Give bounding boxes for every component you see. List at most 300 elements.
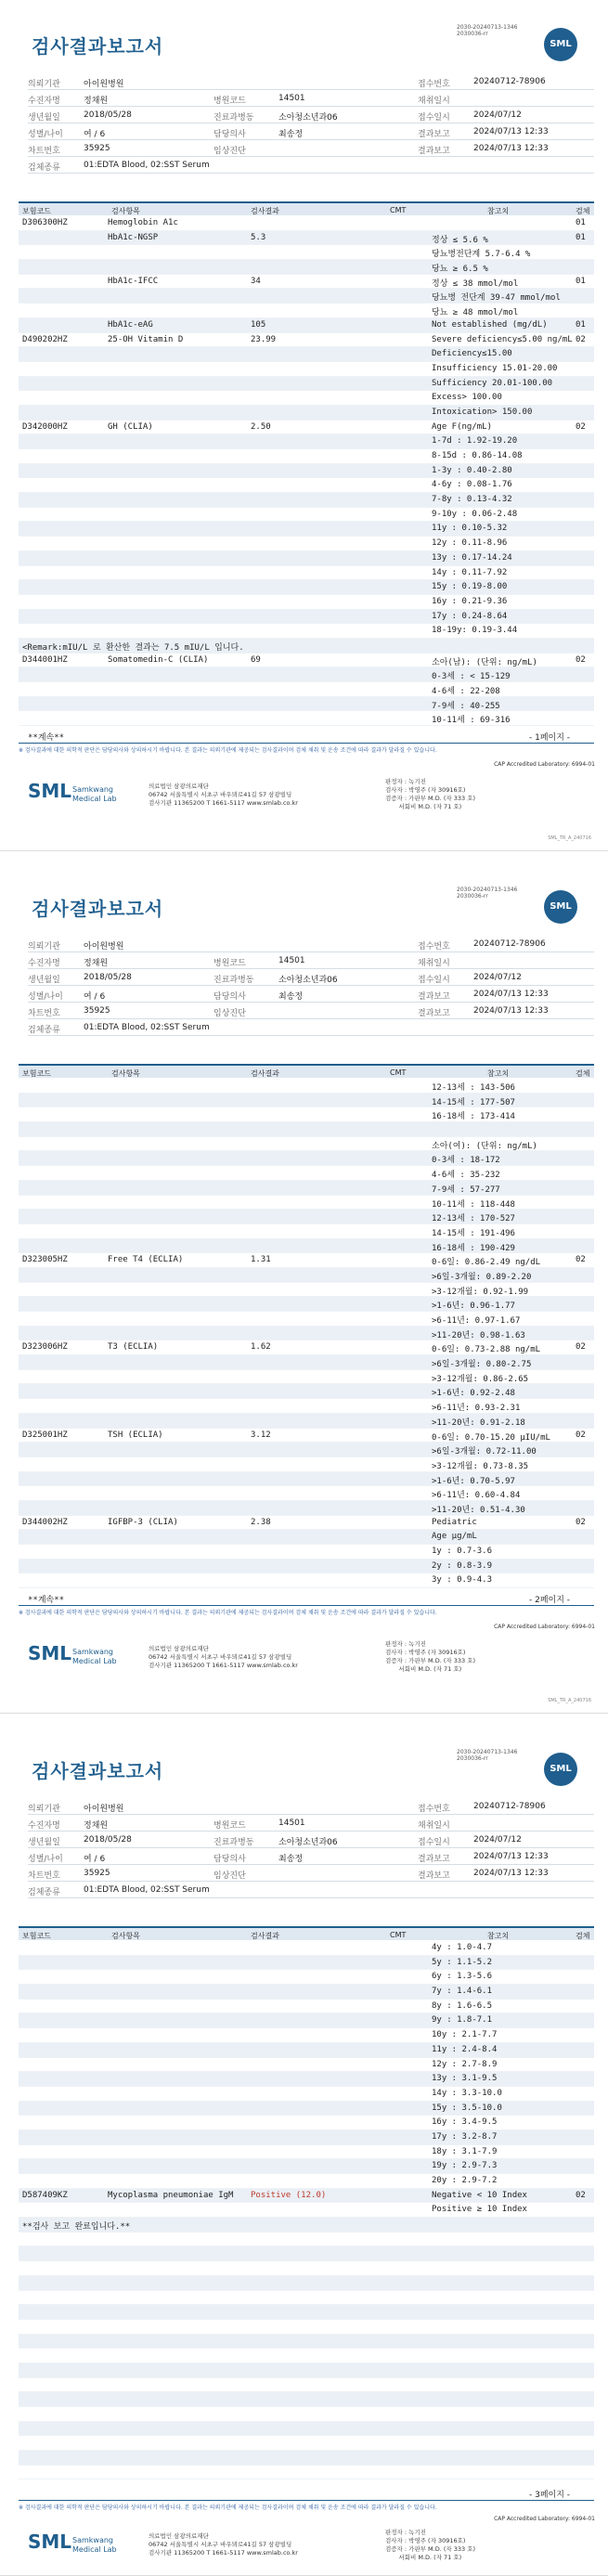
cell-ref: 10-11세 : 118-448 — [432, 1199, 515, 1210]
cell-ref: 14y : 3.3-10.0 — [432, 2088, 502, 2098]
chart-number: 35925 — [84, 144, 110, 153]
label-result: 결과보고 — [418, 1855, 450, 1864]
table-row — [19, 1166, 594, 1181]
label-birth: 생년월일 — [28, 113, 60, 123]
cell-result: 3.12 — [251, 1430, 271, 1440]
cell-ref: 정상 ≤ 5.6 % — [432, 235, 488, 245]
col-ref: 참고치 — [487, 1069, 510, 1078]
patient-info — [28, 73, 594, 174]
brand-line-2: Medical Lab — [72, 2545, 117, 2554]
label-birth: 생년월일 — [28, 1838, 60, 1847]
table-row — [19, 595, 594, 610]
label-hospcode: 병원코드 — [213, 97, 246, 106]
cell-ref: 14-15세 : 177-507 — [432, 1097, 515, 1107]
table-row — [19, 1370, 594, 1385]
label-birth: 생년월일 — [28, 976, 60, 985]
cell-ref: 12y : 2.7-8.9 — [432, 2059, 498, 2069]
table-row — [19, 2363, 594, 2378]
cell-ref: 17y : 3.2-8.7 — [432, 2131, 498, 2142]
cell-ref: >11-20년: 0.91-2.18 — [432, 1417, 525, 1428]
table-row — [19, 1530, 594, 1545]
col-item: 검사항목 — [111, 207, 140, 215]
table-row — [19, 580, 594, 595]
cell-code: D344001HZ — [22, 654, 68, 665]
cell-ref: >6일-3개월: 0.80-2.75 — [432, 1360, 532, 1370]
table-row — [19, 1210, 594, 1224]
table-row — [19, 2261, 594, 2276]
label-patient: 수진자명 — [28, 959, 60, 968]
cell-ref: 9y : 1.8-7.1 — [432, 2015, 493, 2026]
cell-result: 5.3 — [251, 232, 266, 242]
footer-sml: SML — [28, 1642, 72, 1664]
cell-ref: 13y : 0.17-14.24 — [432, 552, 512, 563]
result-date: 2024/07/13 12:33 — [473, 127, 549, 136]
cell-ref: 18-19y: 0.19-3.44 — [432, 626, 518, 636]
table-row — [19, 1956, 594, 1971]
cell-ref: Negative < 10 Index — [432, 2190, 527, 2200]
table-row — [19, 1253, 594, 1268]
table-row — [19, 216, 594, 231]
brand-line-1: Samkwang — [72, 1648, 113, 1656]
table-row — [19, 1560, 594, 1574]
table-row — [19, 2378, 594, 2393]
label-clinical: 임상진단 — [213, 1009, 246, 1018]
cell-code: D323005HZ — [22, 1255, 68, 1265]
form-code: SML_TR_A_240716 — [548, 1698, 591, 1703]
cell-item: Somatomedin-C (CLIA) — [108, 654, 209, 665]
cell-ref: 1y : 0.7-3.6 — [432, 1547, 493, 1556]
cell-code: D323006HZ — [22, 1342, 68, 1353]
label-hospital: 의뢰기관 — [28, 80, 60, 89]
table-row — [19, 2392, 594, 2407]
continue-mark: **계속** — [28, 1596, 65, 1605]
table-row — [19, 537, 594, 551]
cell-ref: 12-13세 : 170-527 — [432, 1214, 515, 1224]
table-row — [19, 2174, 594, 2189]
footer-signatures: 판정자 : 녹기진 검사자 : 박영주 (자 30916호) 검증자 : 가판부 M.D. (자 333 호) 서회비 M.D. (자 71 호) — [385, 1640, 476, 1673]
cell-ref: 0-6일: 0.73-2.88 ng/mL — [432, 1345, 541, 1355]
sml-logo: SML — [544, 890, 577, 924]
col-spec: 검체 — [576, 1932, 590, 1940]
label-reg: 접수번호 — [418, 1805, 450, 1814]
footer-logo — [28, 2531, 139, 2564]
col-result: 검사결과 — [251, 207, 279, 215]
reg-number: 20240712-78906 — [473, 939, 546, 949]
label-chart: 차트번호 — [28, 1009, 60, 1018]
col-result: 검사결과 — [251, 1069, 279, 1078]
table-row — [19, 2291, 594, 2306]
cell-ref: >3-12개월: 0.86-2.65 — [432, 1374, 529, 1384]
cell-ref: 8y : 1.6-6.5 — [432, 2000, 493, 2011]
table-row — [19, 478, 594, 493]
table-row — [19, 245, 594, 260]
hospital-code: 14501 — [278, 956, 305, 965]
results-rows-page-1 — [19, 216, 594, 726]
cell-ref: 1-7d : 1.92-19.20 — [432, 436, 518, 447]
label-specimen: 검체종류 — [28, 163, 60, 173]
table-row — [19, 318, 594, 333]
cell-spec: 01 — [576, 319, 586, 330]
table-row — [19, 2451, 594, 2466]
specimen-type: 01:EDTA Blood, 02:SST Serum — [84, 161, 210, 170]
cell-ref: 0-6일: 0.86-2.49 ng/dL — [432, 1258, 541, 1268]
report-title: 검사결과보고서 — [32, 35, 164, 58]
result-date-2: 2024/07/13 12:33 — [473, 144, 549, 153]
cell-ref: 소아(남): (단위: ng/mL) — [432, 657, 537, 667]
table-row — [19, 2466, 594, 2480]
table-row — [19, 1196, 594, 1210]
table-row — [19, 2189, 594, 2204]
col-spec: 검체 — [576, 1069, 590, 1078]
cell-ref: 당뇨 ≥ 48 mmol/mol — [432, 308, 519, 318]
table-row — [19, 464, 594, 479]
footer-brand — [72, 2536, 117, 2555]
cell-spec: 02 — [576, 1517, 586, 1527]
col-cmt: CMT — [390, 1931, 407, 1939]
label-recv: 접수일시 — [418, 1838, 450, 1847]
table-row — [19, 289, 594, 304]
table-row — [19, 1340, 594, 1355]
cell-ref: >11-20년: 0.51-4.30 — [432, 1505, 525, 1515]
table-row — [19, 2130, 594, 2145]
cell-ref: 7-9세 : 40-255 — [432, 701, 500, 711]
label-sexage: 성별/나이 — [28, 992, 63, 1002]
footer-signatures: 판정자 : 녹기진 검사자 : 박영주 (자 30916호) 검증자 : 가판부 M.D. (자 333 호) 서회비 M.D. (자 71 호) — [385, 778, 476, 810]
col-spec: 검체 — [576, 207, 590, 215]
table-row — [19, 421, 594, 435]
birth-date: 2018/05/28 — [84, 973, 132, 982]
col-cmt: CMT — [390, 1068, 407, 1077]
table-row — [19, 1486, 594, 1501]
cell-spec: 01 — [576, 218, 586, 227]
cell-item: Hemoglobin A1c — [108, 218, 178, 227]
cell-ref: 3y : 0.9-4.3 — [432, 1575, 493, 1586]
table-row — [19, 1985, 594, 2000]
table-row — [19, 2087, 594, 2102]
cell-code: D490202HZ — [22, 334, 68, 344]
cell-ref: Severe deficiency≤5.00 ng/mL — [432, 334, 573, 344]
label-reg: 접수번호 — [418, 942, 450, 951]
col-result: 검사결과 — [251, 1932, 279, 1940]
table-row — [19, 1122, 594, 1137]
table-row — [19, 2407, 594, 2422]
label-doctor: 담당의사 — [213, 1855, 246, 1864]
label-doctor: 담당의사 — [213, 130, 246, 139]
sml-logo: SML — [544, 28, 577, 61]
table-row — [19, 1970, 594, 1985]
label-clinical: 임상진단 — [213, 1871, 246, 1881]
results-table-header — [19, 1064, 594, 1078]
reg-number: 20240712-78906 — [473, 1802, 546, 1811]
birth-date: 2018/05/28 — [84, 110, 132, 120]
footer-address: 의료법인 삼광의료재단 06742 서울특별시 서초구 바우뫼로41길 57 삼광빌딩 검사기관 11365200 T 1661-5117 www.smlab.co.kr — [149, 1645, 298, 1669]
footer-address: 의료법인 삼광의료재단 06742 서울특별시 서초구 바우뫼로41길 57 삼광빌딩 검사기관 11365200 T 1661-5117 www.smlab.co.kr — [149, 2532, 298, 2557]
cell-ref: 16-18세 : 190-429 — [432, 1243, 515, 1253]
sex-age: 여 / 6 — [84, 1855, 106, 1864]
cell-ref: 7-9세 : 57-277 — [432, 1184, 500, 1195]
label-hospital: 의뢰기관 — [28, 1805, 60, 1814]
cell-ref: Positive ≥ 10 Index — [432, 2205, 527, 2215]
cell-spec: 02 — [576, 2190, 586, 2200]
specimen-type: 01:EDTA Blood, 02:SST Serum — [84, 1885, 210, 1895]
disclaimer: ※ 검사결과에 대한 의학적 판단은 담당의사와 상의하시기 바랍니다. 본 결과는 의뢰기관에 제공되는 검사결과이며 검체 채취 및 운송 조건에 따라 결과가 달라질 수 있습니다. — [19, 2500, 594, 2511]
table-row — [19, 639, 594, 654]
col-ref: 참고치 — [487, 1932, 510, 1940]
sex-age: 여 / 6 — [84, 130, 106, 139]
table-row — [19, 1573, 594, 1588]
col-code: 보험코드 — [22, 1932, 51, 1940]
table-row — [19, 231, 594, 246]
brand-line-1: Samkwang — [72, 2536, 113, 2544]
continue-mark: **계속** — [28, 733, 65, 743]
table-row — [19, 2043, 594, 2058]
hospital-name: 아이원병원 — [84, 1805, 124, 1814]
table-row — [19, 449, 594, 464]
cell-ref: 9-10y : 0.06-2.48 — [432, 509, 518, 519]
hospital-code: 14501 — [278, 94, 305, 103]
table-row — [19, 654, 594, 668]
label-dept: 진료과병동 — [213, 976, 254, 985]
table-row — [19, 2028, 594, 2043]
cell-ref: 5y : 1.1-5.2 — [432, 1957, 493, 1967]
birth-date: 2018/05/28 — [84, 1835, 132, 1845]
table-row — [19, 1384, 594, 1399]
footer-logo — [28, 1642, 139, 1676]
cell-code: <Remark:mIU/L 로 환산한 결과는 7.5 mIU/L 입니다. — [22, 642, 244, 653]
cell-spec: 02 — [576, 334, 586, 344]
results-rows-page-2 — [19, 1079, 594, 1588]
table-row — [19, 1399, 594, 1414]
cell-ref: 6y : 1.3-5.6 — [432, 1972, 493, 1982]
disclaimer: ※ 검사결과에 대한 의학적 판단은 담당의사와 상의하시기 바랍니다. 본 결과는 의뢰기관에 제공되는 검사결과이며 검체 채취 및 운송 조건에 따라 결과가 달라질 수 있습니다. — [19, 1605, 594, 1616]
hospital-name: 아이원병원 — [84, 942, 124, 951]
brand-line-2: Medical Lab — [72, 795, 117, 803]
cell-ref: 0-3세 : 18-172 — [432, 1156, 500, 1166]
table-row — [19, 697, 594, 712]
table-row — [19, 2246, 594, 2261]
label-chart: 차트번호 — [28, 147, 60, 156]
table-row — [19, 1414, 594, 1429]
table-row — [19, 1457, 594, 1472]
cell-item: Free T4 (ECLIA) — [108, 1255, 184, 1265]
label-specimen: 검체종류 — [28, 1888, 60, 1897]
table-row — [19, 1137, 594, 1152]
label-result: 결과보고 — [418, 130, 450, 139]
cell-ref: Excess> 100.00 — [432, 393, 502, 403]
label-sexage: 성별/나이 — [28, 1855, 63, 1864]
cell-ref: >3-12개월: 0.92-1.99 — [432, 1287, 529, 1297]
cell-ref: Not established (mg/dL) — [432, 319, 548, 330]
table-row — [19, 260, 594, 275]
chart-number: 35925 — [84, 1869, 110, 1878]
report-page-3 — [0, 1725, 608, 2576]
cell-ref: 20y : 2.9-7.2 — [432, 2176, 498, 2185]
table-row — [19, 1297, 594, 1312]
cell-ref: >1-6년: 0.92-2.48 — [432, 1389, 515, 1399]
cell-ref: >6-11년: 0.93-2.31 — [432, 1404, 521, 1414]
cell-ref: 7y : 1.4-6.1 — [432, 1987, 493, 1997]
cell-ref: 14y : 0.11-7.92 — [432, 567, 508, 577]
label-hospcode: 병원코드 — [213, 959, 246, 968]
cell-item: GH (CLIA) — [108, 421, 153, 432]
result-date-2: 2024/07/13 12:33 — [473, 1006, 549, 1016]
cell-spec: 02 — [576, 1430, 586, 1440]
doctor-name: 최송정 — [278, 130, 304, 139]
cell-spec: 01 — [576, 232, 586, 242]
department: 소아청소년과06 — [278, 1838, 338, 1847]
table-row — [19, 406, 594, 421]
cell-result: 34 — [251, 276, 261, 286]
recv-date: 2024/07/12 — [473, 1835, 522, 1845]
table-row — [19, 1107, 594, 1122]
table-row — [19, 2116, 594, 2130]
table-row — [19, 1079, 594, 1094]
patient-name: 정채원 — [84, 97, 109, 106]
cell-ref: 8-15d : 0.86-14.08 — [432, 451, 523, 460]
col-code: 보험코드 — [22, 207, 51, 215]
brand-line-2: Medical Lab — [72, 1657, 117, 1665]
table-row — [19, 333, 594, 348]
cell-ref: 10y : 2.1-7.7 — [432, 2030, 498, 2040]
table-row — [19, 2335, 594, 2349]
table-row — [19, 610, 594, 625]
cell-spec: 02 — [576, 421, 586, 432]
cell-ref: >1-6년: 0.96-1.77 — [432, 1301, 515, 1312]
cell-ref: 11y : 2.4-8.4 — [432, 2044, 498, 2054]
specimen-type: 01:EDTA Blood, 02:SST Serum — [84, 1023, 210, 1032]
table-row — [19, 362, 594, 377]
label-collect: 채취일시 — [418, 1821, 450, 1831]
cell-ref: 4-6세 : 35-232 — [432, 1171, 500, 1181]
table-row — [19, 1501, 594, 1516]
cell-ref: 당뇨병전단계 5.7-6.4 % — [432, 250, 531, 260]
cell-ref: 4-6y : 0.08-1.76 — [432, 480, 512, 490]
cell-ref: >6-11년: 0.97-1.67 — [432, 1316, 521, 1326]
department: 소아청소년과06 — [278, 976, 338, 985]
cell-ref: 12-13세 : 143-506 — [432, 1083, 515, 1093]
chart-number: 35925 — [84, 1006, 110, 1016]
cell-ref: >6일-3개월: 0.72-11.00 — [432, 1447, 537, 1457]
cell-result: Positive (12.0) — [251, 2190, 327, 2200]
col-cmt: CMT — [390, 206, 407, 214]
table-row — [19, 2102, 594, 2116]
report-page-1 — [0, 0, 608, 851]
cell-ref: Intoxication> 150.00 — [432, 407, 533, 417]
table-row — [19, 2436, 594, 2451]
cell-spec: 02 — [576, 654, 586, 665]
label-collect: 채취일시 — [418, 97, 450, 106]
cell-ref: 16-18세 : 173-414 — [432, 1112, 515, 1122]
cell-ref: Sufficiency 20.01-100.00 — [432, 378, 553, 388]
table-row — [19, 304, 594, 318]
label-result-2: 결과보고 — [418, 1871, 450, 1881]
result-date: 2024/07/13 12:33 — [473, 1852, 549, 1861]
cell-ref: >11-20년: 0.98-1.63 — [432, 1330, 525, 1340]
label-hospcode: 병원코드 — [213, 1821, 246, 1831]
table-row — [19, 508, 594, 523]
cell-ref: Insufficiency 15.01-20.00 — [432, 363, 558, 373]
label-patient: 수진자명 — [28, 97, 60, 106]
doctor-name: 최송정 — [278, 1855, 304, 1864]
table-row — [19, 2145, 594, 2160]
cell-ref: 소아(여): (단위: ng/mL) — [432, 1141, 537, 1151]
table-row — [19, 682, 594, 697]
footer-signatures: 판정자 : 녹기진 검사자 : 박영주 (자 30916호) 검증자 : 가판부 M.D. (자 333 호) 서회비 M.D. (자 71 호) — [385, 2529, 476, 2561]
cell-ref: 1-3y : 0.40-2.80 — [432, 465, 512, 475]
table-row — [19, 1355, 594, 1370]
patient-name: 정채원 — [84, 959, 109, 968]
cell-ref: 19y : 2.9-7.3 — [432, 2161, 498, 2171]
hospital-code: 14501 — [278, 1819, 305, 1828]
cell-ref: 0-3세 : < 15-129 — [432, 672, 511, 682]
page-number: - 1페이지 - — [529, 733, 571, 743]
cell-result: 69 — [251, 654, 261, 665]
table-row — [19, 2320, 594, 2335]
label-result-2: 결과보고 — [418, 1009, 450, 1018]
cell-item: Mycoplasma pneumoniae IgM — [108, 2190, 234, 2200]
hospital-name: 아이원병원 — [84, 80, 124, 89]
cell-ref: Age F(ng/mL) — [432, 421, 493, 432]
cell-ref: 2y : 0.8-3.9 — [432, 1560, 493, 1571]
table-row — [19, 1181, 594, 1196]
cap-accreditation: CAP Accredited Laboratory: 6994-01 — [494, 761, 595, 768]
cell-code: D342000HZ — [22, 421, 68, 432]
label-sexage: 성별/나이 — [28, 130, 63, 139]
sex-age: 여 / 6 — [84, 992, 106, 1002]
table-row — [19, 275, 594, 290]
cell-ref: 16y : 0.21-9.36 — [432, 596, 508, 606]
cell-result: 1.62 — [251, 1342, 271, 1353]
cell-item: HbA1c-IFCC — [108, 276, 159, 286]
label-clinical: 임상진단 — [213, 147, 246, 156]
table-row — [19, 1327, 594, 1341]
cell-spec: 01 — [576, 276, 586, 286]
label-result-2: 결과보고 — [418, 147, 450, 156]
brand-line-1: Samkwang — [72, 785, 113, 794]
table-row — [19, 1516, 594, 1531]
sml-logo: SML — [544, 1753, 577, 1786]
cell-ref: 당뇨 ≥ 6.5 % — [432, 265, 488, 275]
table-row — [19, 2233, 594, 2247]
label-result: 결과보고 — [418, 992, 450, 1002]
table-row — [19, 566, 594, 581]
table-row — [19, 2159, 594, 2174]
col-code: 보험코드 — [22, 1069, 51, 1078]
cell-code: **검사 보고 완료입니다.** — [22, 2222, 131, 2233]
table-row — [19, 1094, 594, 1108]
cell-ref: 12y : 0.11-8.96 — [432, 538, 508, 549]
table-row — [19, 2305, 594, 2320]
cell-result: 1.31 — [251, 1255, 271, 1265]
table-row — [19, 1224, 594, 1239]
cell-result: 2.38 — [251, 1517, 271, 1527]
table-row — [19, 711, 594, 726]
reg-number: 20240712-78906 — [473, 77, 546, 86]
table-row — [19, 2276, 594, 2291]
label-specimen: 검체종류 — [28, 1026, 60, 1035]
table-row — [19, 624, 594, 639]
footer-sml: SML — [28, 780, 72, 802]
report-id-code: 2030-20240713-1346 2030036-rr — [457, 887, 518, 900]
cell-ref: 4y : 1.0-4.7 — [432, 1943, 493, 1952]
table-row — [19, 2000, 594, 2014]
table-row — [19, 2349, 594, 2363]
table-row — [19, 1941, 594, 1956]
table-row — [19, 377, 594, 392]
label-dept: 진료과병동 — [213, 113, 254, 123]
report-page-2 — [0, 862, 608, 1714]
table-row — [19, 1312, 594, 1327]
